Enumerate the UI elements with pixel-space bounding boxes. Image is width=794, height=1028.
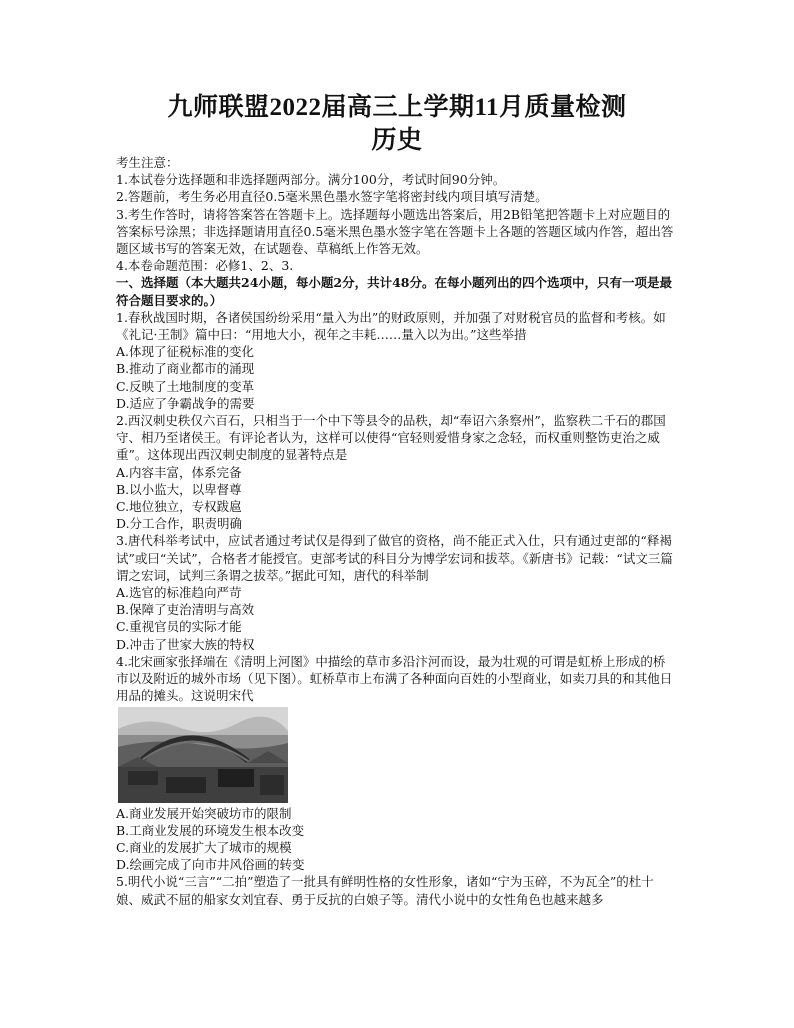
exam-title: 九师联盟2022届高三上学期11月质量检测 (167, 94, 627, 121)
option-a: A.体现了征税标准的变化 (116, 344, 255, 360)
option-b: B.工商业发展的环境发生根本改变 (116, 822, 305, 838)
question-stem: 3.唐代科举考试中，应试者通过考试仅是得到了做官的资格，尚不能正式入仕，只有通过吏部的“释褐试”或曰“关试”，合格者才能授官。吏部考试的科目分为博学宏词和拔萃。《新唐书》记载：“试文三篇谓之宏词，试判三条谓之拔萃。”据此可知，唐代的科举制 (116, 533, 673, 583)
section-heading: 一、选择题（本大题共24小题，每小题2分，共计48分。在每小题列出的四个选项中，只有一项是最符合题目要求的。） (116, 275, 672, 308)
option-a: A.选官的标准趋向严苛 (116, 585, 242, 601)
exam-content (116, 154, 676, 908)
option-d: D.分工合作，职责明确 (116, 516, 243, 532)
option-d: D.绘画完成了向市井风俗画的转变 (116, 857, 305, 873)
notice-item: 4.本卷命题范围：必修1、2、3. (116, 258, 294, 274)
option-c: C.商业的发展扩大了城市的规模 (116, 839, 292, 855)
notice-item: 3.考生作答时，请将答案答在答题卡上。选择题每小题选出答案后，用2B铅笔把答题卡上对应题目的答案标号涂黑；非选择题请用直径0.5毫米黑色墨水签字笔在答题卡上各题的答题区域内作答，超出答题区域书写的答案无效，在试题卷、草稿纸上作答无效。 (116, 206, 674, 257)
qingming-painting-figure (118, 707, 288, 803)
option-c: C.地位独立，专权跋扈 (116, 499, 242, 515)
question-stem: 2.西汉刺史秩仅六百石，只相当于一个中下等县令的品秩，却“奉诏六条察州”，监察秩二千石的郡国守、相乃至诸侯王。有评论者认为，这样可以使得“官轻则爱惜身家之念轻，而权重则整饬吏治之威重”。这体现出西汉刺史制度的显著特点是 (116, 413, 666, 463)
option-a: A.内容丰富，体系完备 (116, 464, 242, 480)
option-b: B.推动了商业都市的涌现 (116, 361, 255, 377)
question-stem: 1.春秋战国时期，各诸侯国纷纷采用“量入为出”的财政原则，并加强了对财税官员的监督和考核。如《礼记·王制》篇中曰：“用地大小，视年之丰耗……量入以为出。”这些举措 (116, 309, 666, 343)
option-d: D.适应了争霸战争的需要 (116, 395, 255, 411)
subject-title: 历史 (371, 127, 423, 154)
option-d: D.冲击了世家大族的特权 (116, 636, 255, 652)
notice-item: 1.本试卷分选择题和非选择题两部分。满分100分，考试时间90分钟。 (116, 172, 506, 188)
option-a: A.商业发展开始突破坊市的限制 (116, 805, 292, 821)
option-b: B.保障了吏治清明与高效 (116, 602, 255, 618)
question-stem: 5.明代小说“三言”“二拍”塑造了一批具有鲜明性格的女性形象，诸如“宁为玉碎，不为瓦全”的杜十娘、威武不屈的船家女刘宜春、勇于反抗的白娘子等。清代小说中的女性角色也越来越多 (116, 874, 654, 907)
notice-heading: 考生注意： (116, 155, 179, 170)
painting-illustration (118, 707, 288, 803)
option-c: C.反映了土地制度的变革 (116, 378, 255, 394)
question-stem: 4.北宋画家张择端在《清明上河图》中描绘的草市多沿汴河而设，最为壮观的可谓是虹桥上形成的桥市以及附近的城外市场（见下图）。虹桥草市上布满了各种面向百姓的小型商业，如卖刀具的和其他日用品的摊头。这说明宋代 (116, 653, 673, 704)
option-c: C.重视官员的实际才能 (116, 619, 242, 635)
option-b: B.以小监大，以卑督尊 (116, 481, 242, 497)
notice-item: 2.答题前，考生务必用直径0.5毫米黑色墨水签字笔将密封线内项目填写清楚。 (116, 189, 548, 205)
